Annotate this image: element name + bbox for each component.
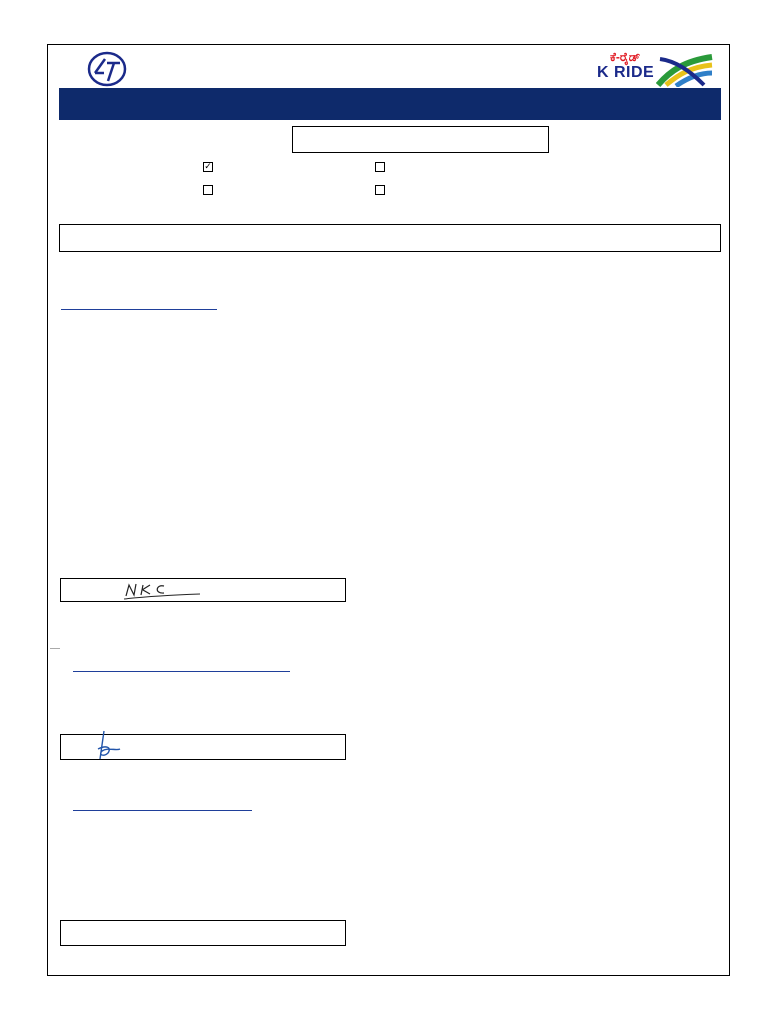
- section-2-heading-underline: [73, 671, 290, 672]
- kride-logo-text: K RIDE: [597, 64, 655, 81]
- handwritten-signature-nkc: [122, 580, 202, 602]
- kride-roads-icon: [656, 51, 714, 87]
- lt-logo: [87, 51, 127, 87]
- page-frame: [47, 44, 730, 976]
- option-checkbox-2[interactable]: [375, 162, 385, 172]
- section-3-heading-underline: [73, 810, 252, 811]
- stray-mark: [50, 648, 60, 649]
- kride-kannada-text: ಕೆ-ರೈಡ್: [610, 50, 641, 64]
- option-checkbox-3[interactable]: [203, 185, 213, 195]
- option-checkbox-1[interactable]: ✓: [204, 162, 212, 172]
- handwritten-signature-initials: [90, 729, 126, 763]
- document-number-field[interactable]: [292, 126, 549, 153]
- signature-box-1[interactable]: [60, 578, 346, 602]
- option-checkbox-4[interactable]: [375, 185, 385, 195]
- section-1-heading-underline: [61, 309, 217, 310]
- title-bar: [59, 88, 721, 120]
- subject-field[interactable]: [59, 224, 721, 252]
- signature-box-3[interactable]: [60, 920, 346, 946]
